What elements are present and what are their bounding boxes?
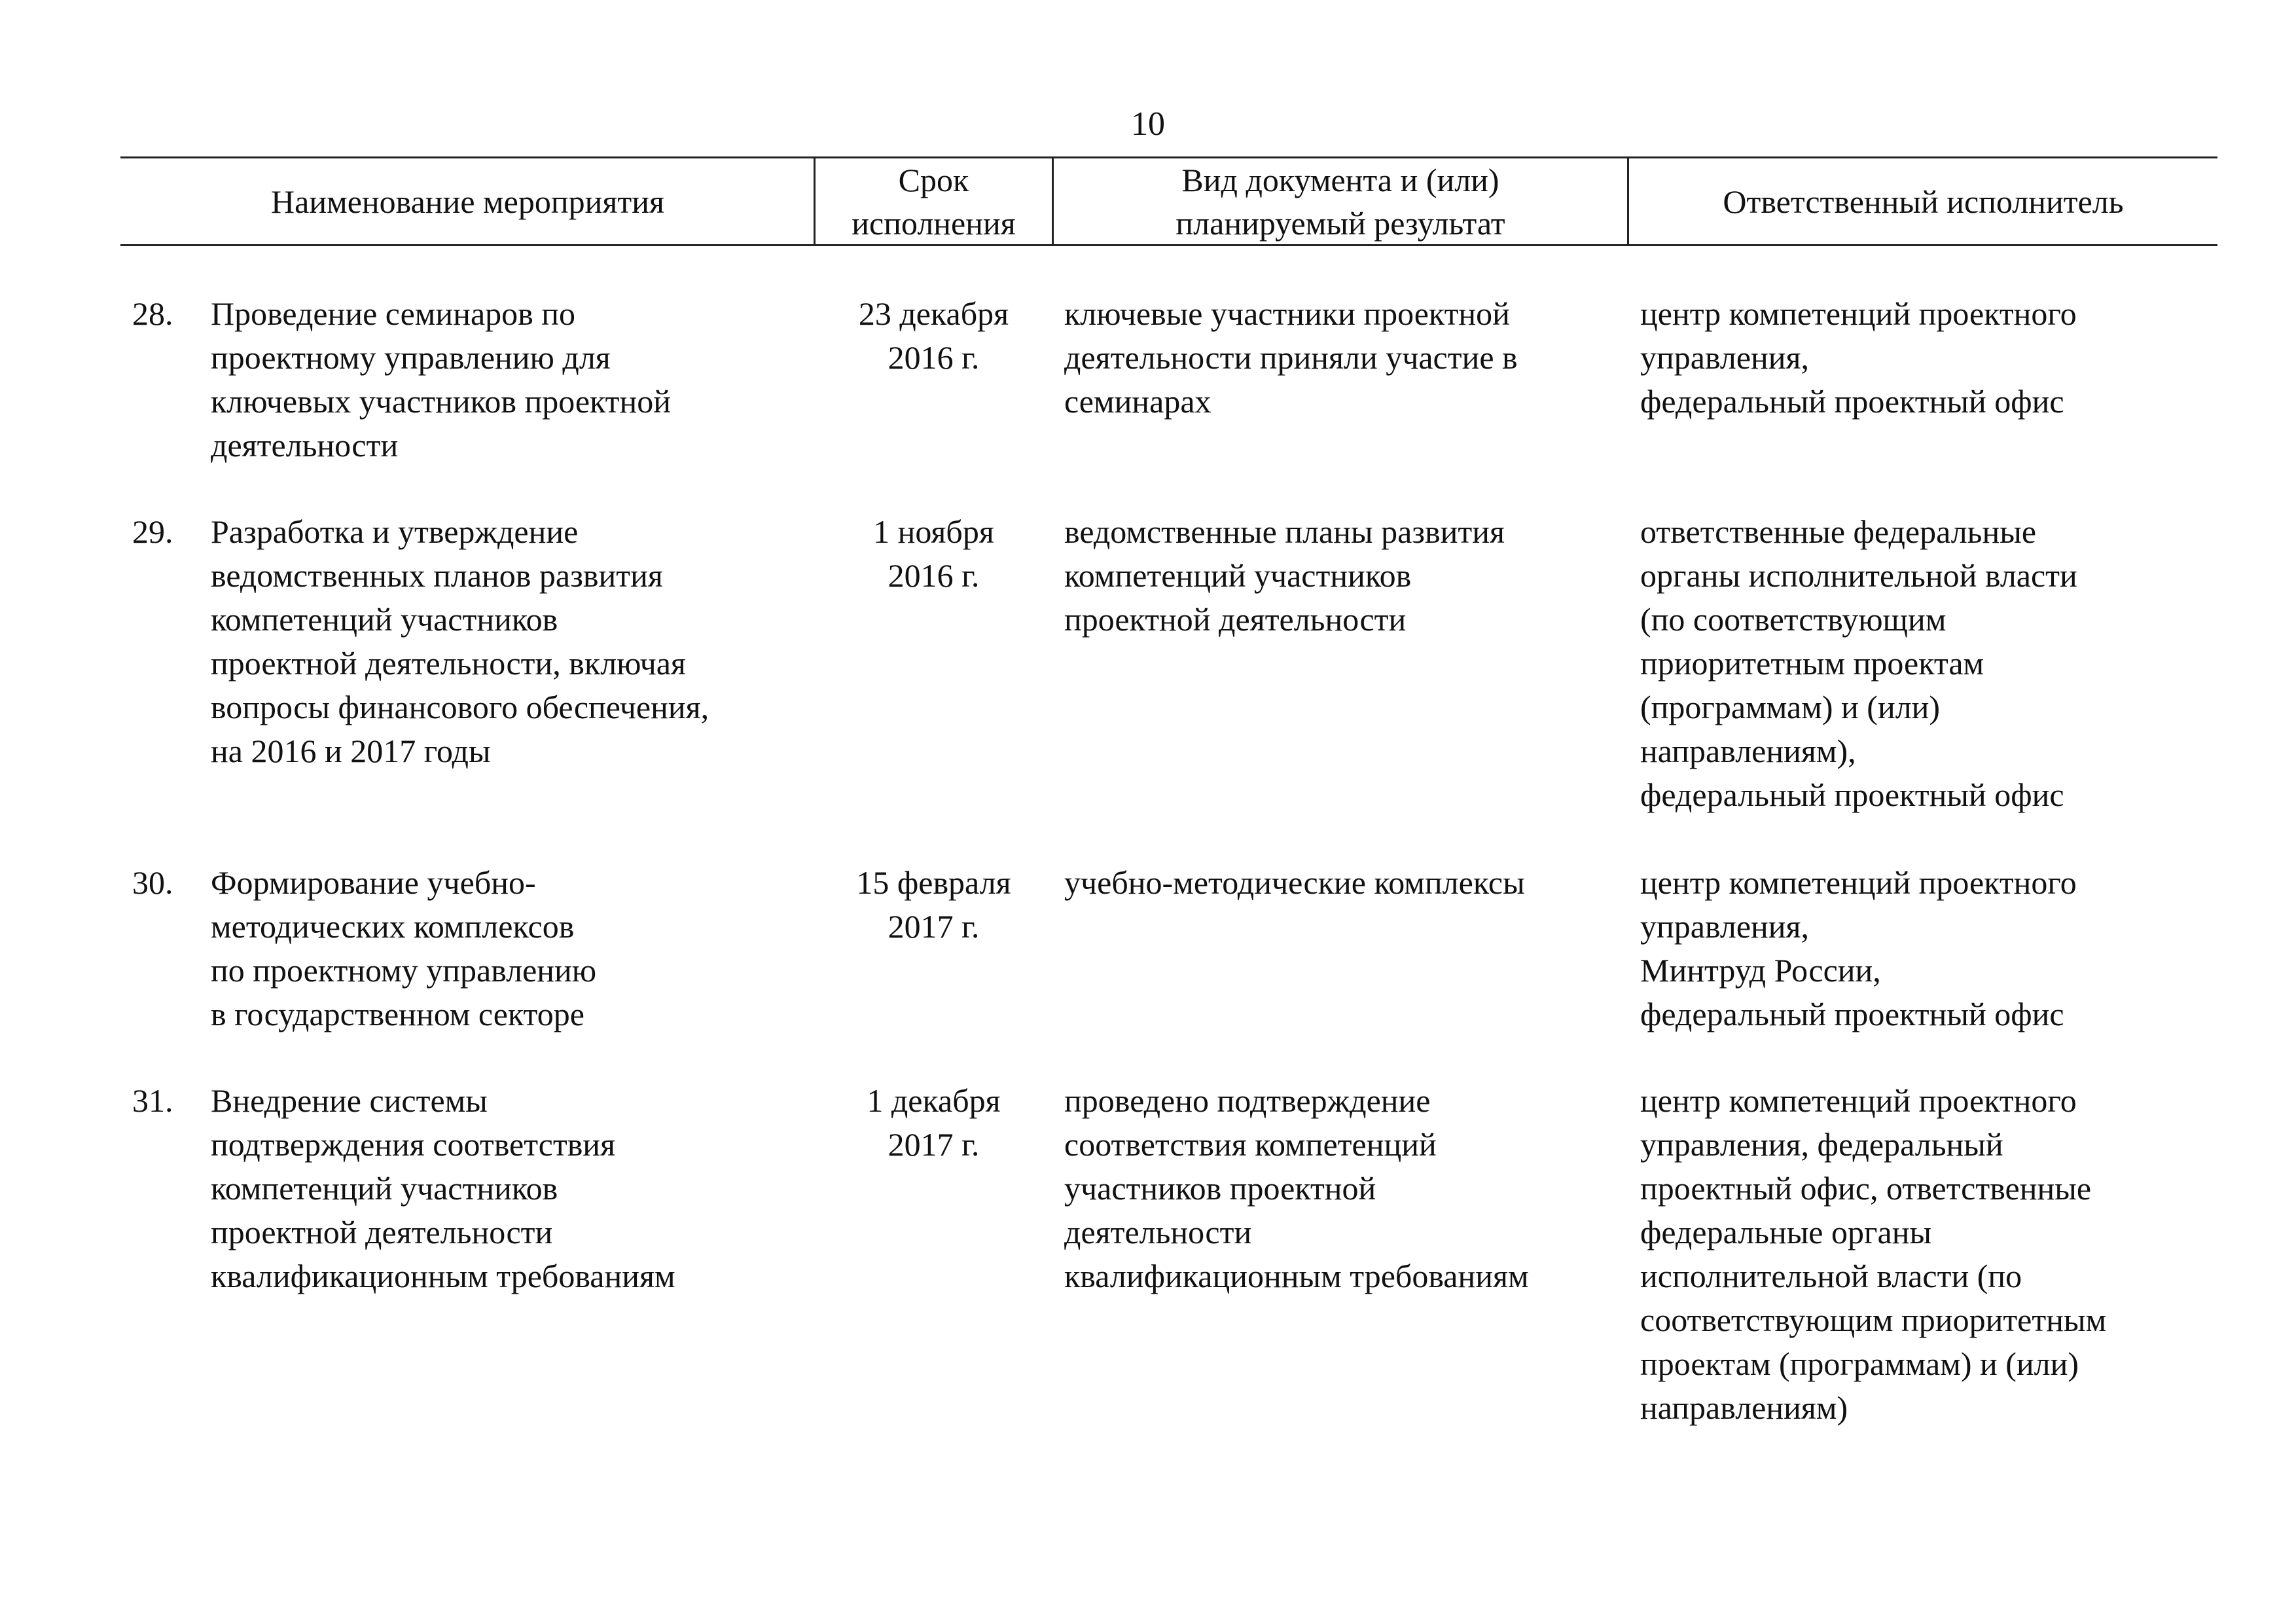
row-30-responsible-executor: центр компетенций проектного управления, Минтруд России, федеральный проектный офис [1640,864,2077,1032]
row-30-number: 30. [132,864,173,901]
row-31-deadline: 1 декабря 2017 г. [867,1082,1001,1163]
column-header-term-text: Срок исполнения [852,162,1016,242]
row-31-activity-name: Внедрение системы подтверждения соответствия компетенций участников проектной деятельности квалификационным требованиям [211,1082,675,1294]
row-28-number: 28. [132,295,173,332]
column-header-document [1054,162,1627,241]
row-28-deadline: 23 декабря 2016 г. [858,295,1009,376]
column-header-name [122,162,814,241]
row-29-deadline: 1 ноября 2016 г. [873,513,994,594]
column-header-term [816,162,1052,241]
column-header-name-text: Наименование мероприятия [271,183,664,220]
row-30-activity-name: Формирование учебно- методических комплексов по проектному управлению в государственном секторе [211,864,597,1032]
row-30-document-result: учебно-методические комплексы [1064,864,1525,901]
column-header-document-text: Вид документа и (или) планируемый результат [1175,162,1505,242]
table-header-bottom-rule [120,244,2217,246]
row-31-document-result: проведено подтверждение соответствия компетенций участников проектной деятельности квалификационным требованиям [1064,1082,1529,1294]
row-28-responsible-executor: центр компетенций проектного управления, федеральный проектный офис [1640,295,2077,420]
table-header-top-rule [120,156,2217,158]
row-31-responsible-executor: центр компетенций проектного управления, федеральный проектный офис, ответственные федеральные органы исполнительной власти (по соответствующим приоритетным проектам (программам) и (или) направлениям) [1640,1082,2107,1426]
page-number: 10 [1131,105,1165,143]
row-30-deadline: 15 февраля 2017 г. [856,864,1011,945]
row-29-responsible-executor: ответственные федеральные органы исполнительной власти (по соответствующим приоритетным проектам (программам) и (или) направлениям), федеральный проектный офис [1640,513,2077,813]
row-29-activity-name: Разработка и утверждение ведомственных планов развития компетенций участников проектной деятельности, включая вопросы финансового обеспечения, на 2016 и 2017 годы [211,513,709,769]
row-31-number: 31. [132,1082,173,1119]
column-header-executor-text: Ответственный исполнитель [1723,183,2124,220]
column-header-executor [1629,162,2217,241]
row-28-activity-name: Проведение семинаров по проектному управлению для ключевых участников проектной деятельности [211,295,672,464]
row-29-number: 29. [132,513,173,550]
row-28-document-result: ключевые участники проектной деятельности приняли участие в семинарах [1064,295,1518,420]
row-29-document-result: ведомственные планы развития компетенций участников проектной деятельности [1064,513,1505,638]
